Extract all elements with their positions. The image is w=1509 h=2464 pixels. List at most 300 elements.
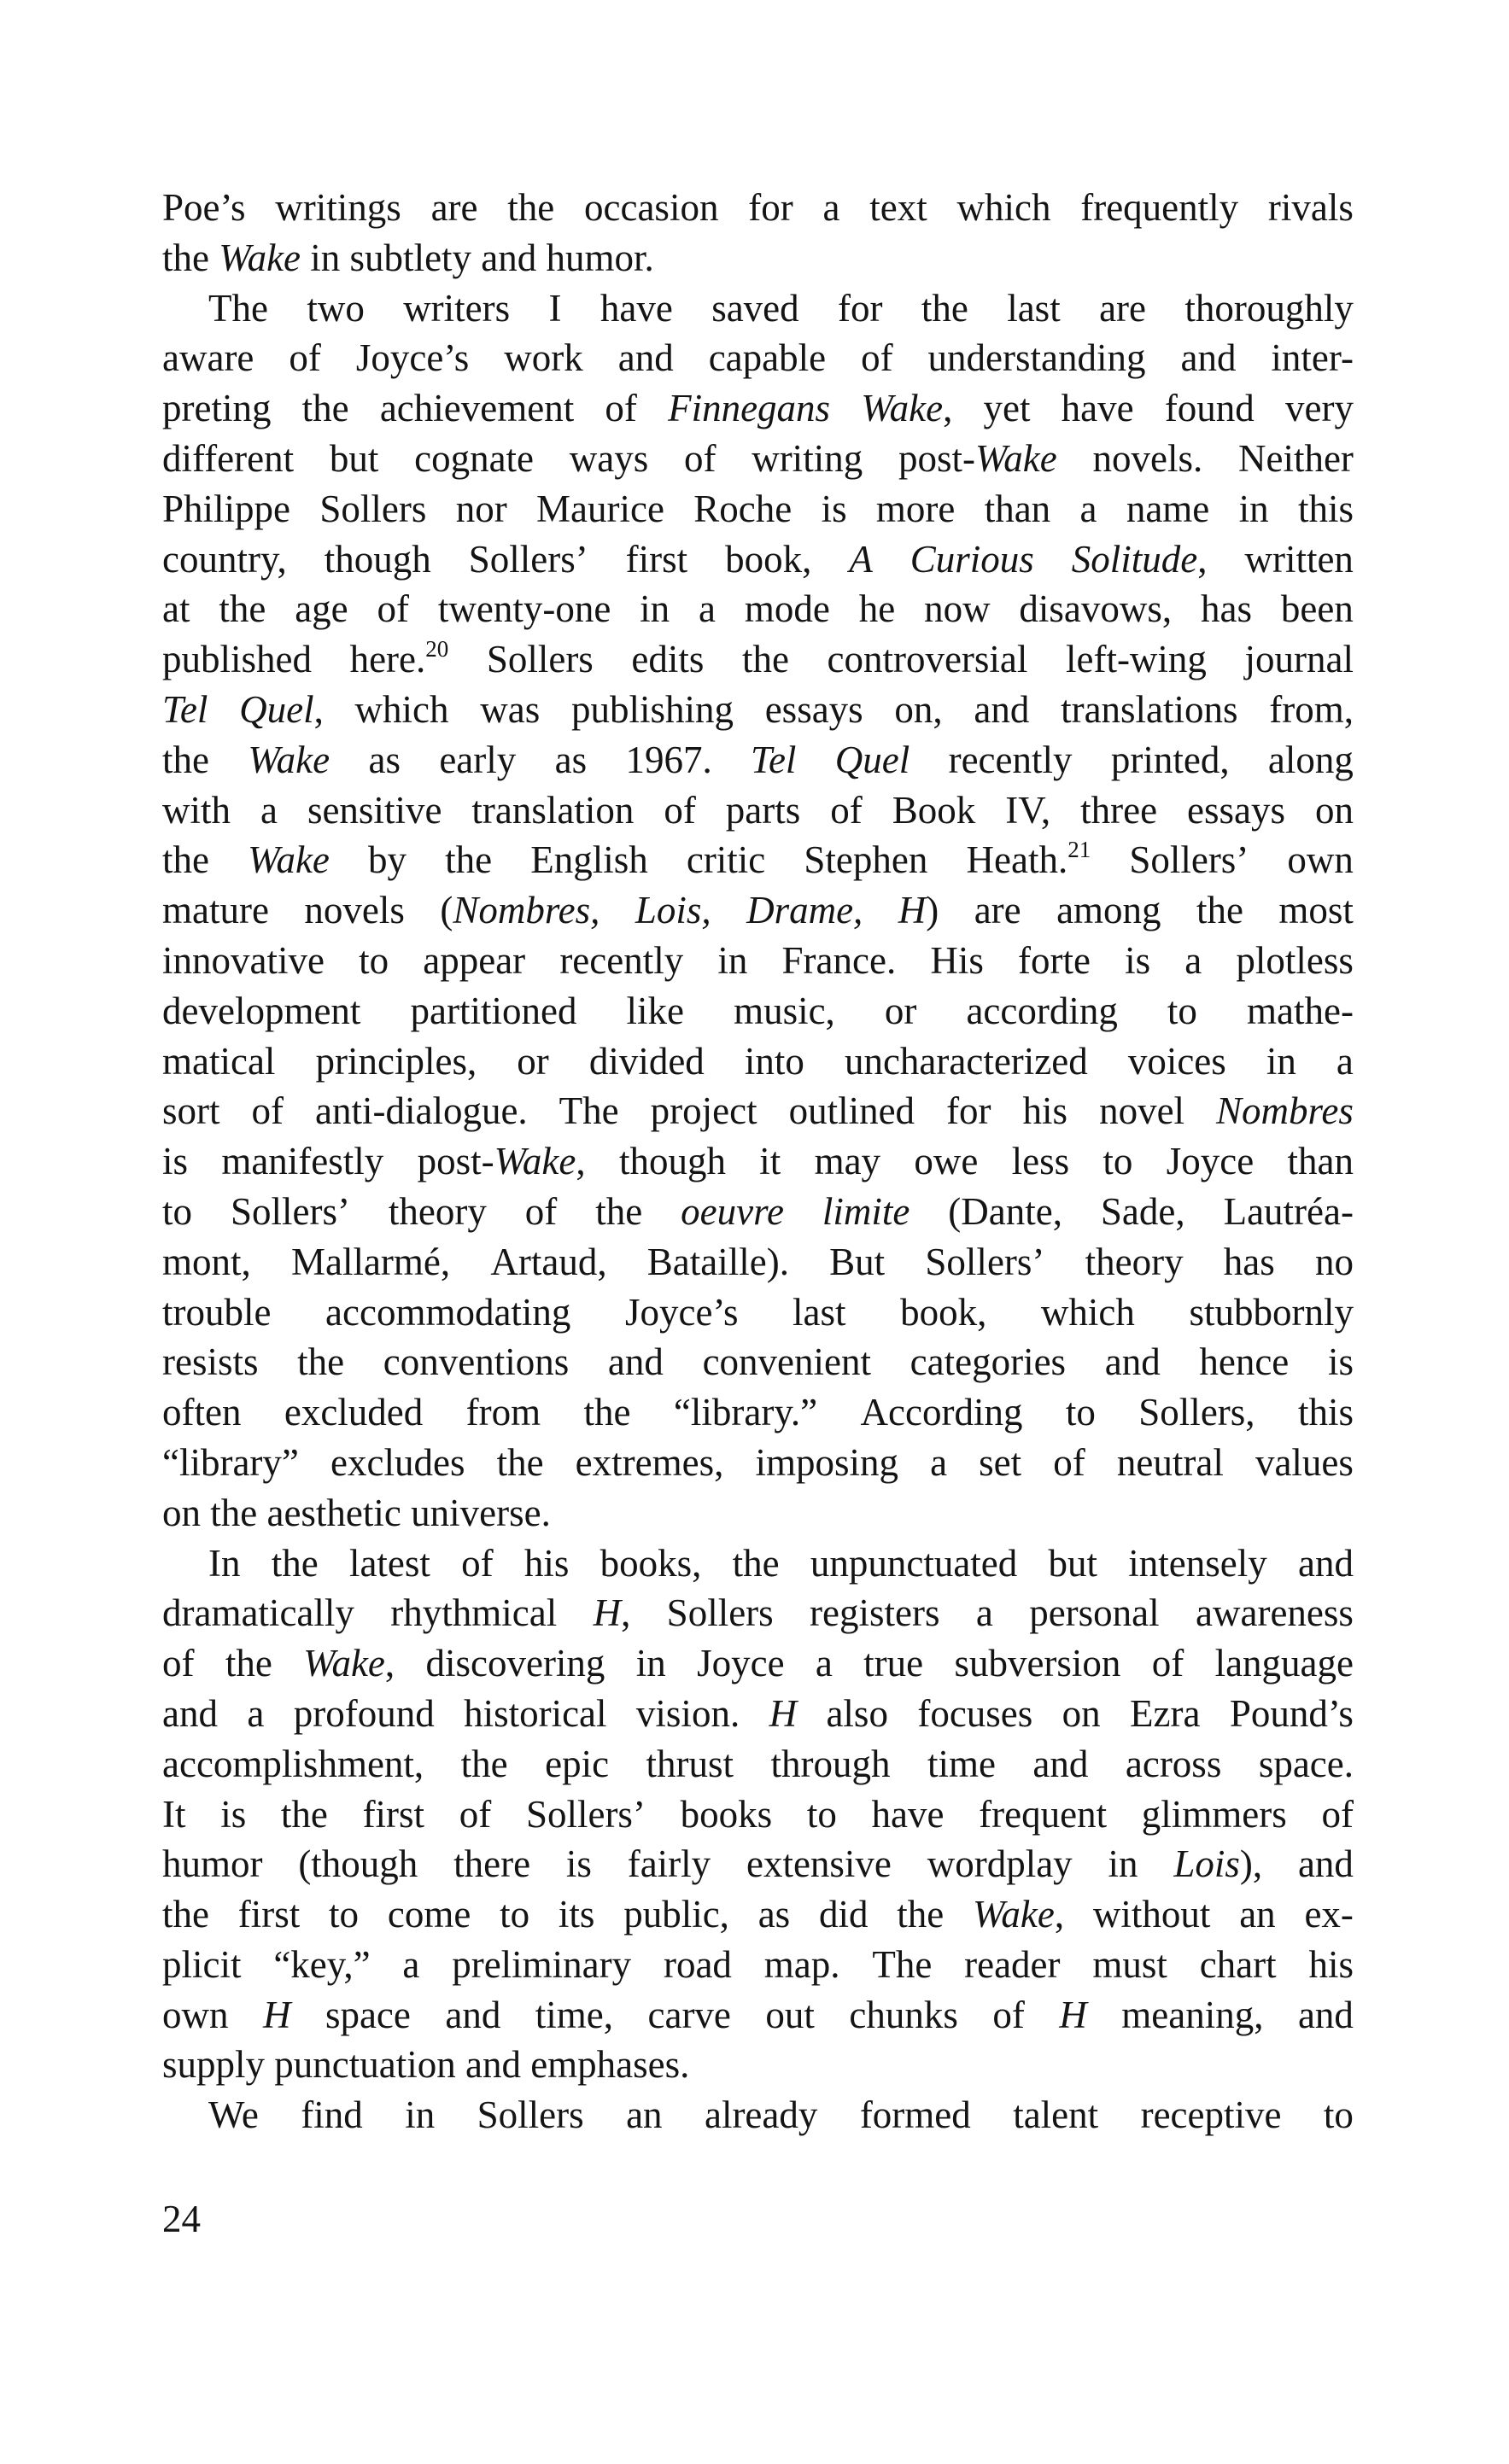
word — [1187, 785, 1285, 836]
word — [869, 183, 927, 233]
text-segment: into — [744, 1039, 804, 1083]
text-line-words — [162, 2040, 1354, 2090]
word — [1230, 1689, 1354, 1739]
text-segment: writings — [275, 186, 401, 229]
text-segment: post- — [898, 436, 975, 480]
word — [664, 1940, 732, 1990]
text-line-words — [162, 1990, 1354, 2041]
word — [162, 735, 209, 785]
text-segment: writers — [403, 286, 511, 330]
text-segment: forte — [1018, 938, 1091, 982]
word — [914, 1136, 978, 1187]
word — [872, 1940, 932, 1990]
text-line-words — [208, 1539, 1354, 1589]
text-line — [162, 1287, 1354, 1338]
text-segment: manifestly — [221, 1140, 384, 1183]
text-segment: its — [558, 1893, 595, 1936]
word — [302, 383, 349, 434]
text-line-words — [162, 183, 1354, 233]
word — [664, 785, 696, 836]
word — [927, 1739, 996, 1790]
text-segment: Sollers’ — [230, 1189, 350, 1233]
word — [559, 1086, 619, 1136]
text-segment: a — [260, 788, 278, 832]
italic-text: Finnegans — [668, 387, 831, 430]
text-segment: , — [943, 387, 953, 430]
text-segment: saved — [711, 286, 799, 330]
text-segment: mont, — [162, 1240, 251, 1283]
word — [647, 1237, 789, 1287]
word — [859, 584, 895, 634]
text-line-words — [162, 1488, 1354, 1539]
text-line — [162, 1790, 1354, 1840]
text-segment: the — [595, 1189, 643, 1233]
word — [1105, 1337, 1161, 1387]
text-segment: According — [860, 1391, 1023, 1434]
text-segment: of — [1321, 1792, 1354, 1836]
text-segment: been — [1280, 587, 1354, 631]
word — [746, 885, 863, 936]
text-segment: wordplay — [927, 1842, 1073, 1886]
text-segment: must — [1092, 1942, 1167, 1986]
text-line-words — [162, 233, 1354, 283]
text-segment: The — [208, 286, 268, 330]
text-segment: nor — [455, 487, 507, 530]
text-segment: Joyce’s — [625, 1290, 739, 1334]
text-segment: (Dante, — [948, 1189, 1062, 1233]
text-segment: and — [1180, 336, 1237, 380]
text-segment: country, — [162, 537, 287, 581]
text-line — [162, 986, 1354, 1036]
word — [272, 1539, 319, 1589]
text-line — [162, 1588, 1354, 1638]
word — [1005, 785, 1050, 836]
word — [162, 1387, 241, 1438]
word — [1215, 1638, 1354, 1689]
text-segment: Sollers’ — [925, 1240, 1045, 1283]
text-segment: ex- — [1304, 1893, 1354, 1936]
text-segment: though — [324, 537, 431, 581]
word — [954, 1638, 1120, 1689]
text-segment: outlined — [788, 1089, 915, 1133]
word — [636, 1638, 666, 1689]
word — [162, 434, 294, 484]
text-line — [162, 1086, 1354, 1136]
text-segment: early — [439, 738, 517, 781]
text-segment: printed, — [1110, 738, 1230, 781]
word — [917, 1689, 1032, 1739]
italic-text: H — [898, 889, 927, 932]
text-segment: of — [605, 387, 637, 430]
italic-text: Wake — [248, 738, 330, 781]
text-line — [162, 2040, 1354, 2090]
word — [456, 484, 507, 534]
word — [425, 1638, 605, 1689]
text-line-words — [162, 584, 1354, 634]
text-segment: a — [247, 1691, 265, 1735]
word — [807, 1790, 837, 1840]
text-line-words — [162, 1940, 1354, 1990]
text-segment: have — [600, 286, 673, 330]
italic-text: Lois — [1173, 1842, 1240, 1886]
text-segment: though — [618, 1140, 726, 1183]
word — [524, 1539, 570, 1589]
text-segment: Sollers — [666, 1591, 774, 1635]
text-segment: map. — [763, 1942, 840, 1986]
text-segment: did — [818, 1893, 869, 1936]
word — [1268, 735, 1354, 785]
word — [545, 1739, 609, 1790]
text-segment: the — [162, 236, 219, 279]
text-segment: , — [384, 1642, 395, 1685]
text-line — [162, 1990, 1354, 2041]
word — [526, 1790, 646, 1840]
text-segment: own — [162, 1993, 229, 2036]
text-segment: , — [621, 1591, 631, 1635]
text-segment: language — [1214, 1642, 1354, 1685]
word — [1056, 885, 1161, 936]
text-segment: is — [1327, 1340, 1354, 1384]
text-segment: time — [927, 1742, 996, 1785]
word — [608, 1337, 664, 1387]
word — [681, 1187, 784, 1237]
text-segment: mature — [162, 889, 269, 932]
text-segment: of — [377, 587, 409, 631]
word — [822, 1187, 909, 1237]
word — [619, 1136, 726, 1187]
word — [570, 434, 648, 484]
text-segment: frequently — [1080, 186, 1239, 229]
word — [221, 1136, 383, 1187]
word — [849, 534, 873, 585]
text-segment: recently — [559, 938, 684, 982]
word — [709, 333, 826, 383]
text-segment: matical — [162, 1039, 276, 1083]
word — [440, 885, 600, 936]
word — [627, 986, 684, 1036]
word — [380, 383, 574, 434]
word — [507, 183, 554, 233]
word — [162, 1990, 229, 2041]
text-segment: historical — [464, 1691, 607, 1735]
footnote-marker: 20 — [425, 636, 449, 663]
text-line-words — [162, 1790, 1354, 1840]
text-segment: twenty-one — [437, 587, 611, 631]
word — [162, 584, 190, 634]
word — [594, 1588, 631, 1638]
word — [845, 1036, 1088, 1087]
text-segment: and — [974, 687, 1030, 731]
text-segment: I — [548, 286, 562, 330]
text-segment: the — [162, 838, 209, 882]
text-line — [162, 1638, 1354, 1689]
word — [1062, 383, 1134, 434]
text-segment: but — [1048, 1541, 1098, 1585]
word — [1167, 986, 1197, 1036]
word — [793, 1287, 846, 1338]
text-segment: of — [664, 788, 696, 832]
text-segment: and — [607, 1340, 664, 1384]
text-segment: which — [354, 687, 449, 731]
word — [162, 1638, 195, 1689]
text-line — [162, 1539, 1354, 1589]
text-line — [162, 685, 1354, 735]
word — [162, 835, 209, 885]
text-segment: and — [1297, 1993, 1354, 2036]
text-segment: the — [460, 1742, 508, 1785]
text-segment: , — [576, 1140, 586, 1183]
word — [566, 1839, 592, 1889]
word — [1245, 634, 1354, 685]
text-segment: innovative — [162, 938, 325, 982]
word — [162, 1889, 209, 1940]
text-line — [162, 1940, 1354, 1990]
word — [1121, 1990, 1263, 2041]
text-line-words — [162, 1337, 1354, 1387]
text-segment: the — [225, 1642, 272, 1685]
word — [423, 936, 525, 986]
word — [764, 1940, 840, 1990]
word — [1239, 1889, 1275, 1940]
word — [1247, 986, 1354, 1036]
text-segment: to — [1065, 1391, 1096, 1434]
text-segment: understanding — [927, 336, 1146, 380]
text-segment: , — [313, 687, 324, 731]
text-segment: chunks — [849, 1993, 958, 2036]
italic-text: H — [593, 1591, 622, 1635]
text-segment: among — [1056, 889, 1161, 932]
text-segment: already — [704, 2093, 818, 2137]
text-segment: are — [974, 889, 1021, 932]
word — [822, 183, 839, 233]
word — [162, 333, 254, 383]
text-segment: mode — [744, 587, 830, 631]
text-segment: of — [524, 1189, 558, 1233]
text-line-words — [162, 1287, 1354, 1338]
italic-text: Wake — [973, 1893, 1055, 1936]
text-segment: rivals — [1267, 186, 1354, 229]
text-line-words — [162, 1689, 1354, 1739]
word — [389, 1187, 487, 1237]
text-line — [162, 735, 1354, 785]
text-segment: to — [1323, 2093, 1354, 2137]
text-line-words — [162, 1839, 1354, 1889]
text-segment: for — [838, 286, 883, 330]
word — [431, 183, 478, 233]
word — [1129, 835, 1249, 885]
text-segment: imposing — [755, 1440, 898, 1484]
word — [1138, 1387, 1255, 1438]
word — [208, 283, 268, 334]
word — [325, 534, 431, 585]
text-segment: he — [858, 587, 896, 631]
text-segment: inter- — [1271, 336, 1354, 380]
word — [733, 1539, 780, 1589]
text-segment: like — [626, 989, 684, 1032]
word — [1199, 1337, 1289, 1387]
text-segment: in — [405, 2093, 436, 2137]
word — [559, 1889, 595, 1940]
text-segment: intensely — [1128, 1541, 1267, 1585]
word — [765, 1990, 815, 2041]
text-segment: of — [683, 436, 716, 480]
word — [248, 735, 330, 785]
word — [584, 1387, 631, 1438]
word — [248, 835, 330, 885]
text-line-words — [162, 885, 1354, 936]
text-line-words — [162, 1739, 1354, 1790]
text-segment: the — [301, 387, 349, 430]
text-segment: recently — [948, 738, 1073, 781]
word — [646, 1739, 734, 1790]
text-segment: thrust — [646, 1742, 734, 1785]
word — [693, 484, 792, 534]
italic-text: Solitude — [1071, 537, 1198, 581]
text-segment: of — [992, 1993, 1025, 2036]
word — [1080, 484, 1097, 534]
word — [745, 1036, 804, 1087]
text-segment: for — [748, 186, 793, 229]
text-segment: books — [680, 1792, 773, 1836]
text-segment: a — [402, 1942, 420, 1986]
word — [1255, 1438, 1354, 1488]
text-segment: to — [1167, 989, 1197, 1032]
word — [765, 685, 863, 735]
body-text — [162, 183, 1354, 2140]
word — [1053, 1438, 1085, 1488]
text-segment: the — [162, 1893, 209, 1936]
word — [769, 1689, 798, 1739]
word — [368, 835, 406, 885]
word — [1315, 785, 1354, 836]
text-segment: the — [271, 1541, 319, 1585]
text-line-words — [162, 1036, 1354, 1087]
italic-text: Lois, — [635, 889, 711, 932]
word — [1041, 1287, 1135, 1338]
text-segment: was — [480, 687, 541, 731]
text-segment: also — [826, 1691, 888, 1735]
word — [860, 2090, 971, 2140]
word — [1126, 484, 1209, 534]
text-segment: through — [770, 1742, 891, 1785]
word — [487, 634, 594, 685]
text-segment: 1967. — [625, 738, 712, 781]
text-segment: in — [635, 1642, 666, 1685]
word — [699, 584, 716, 634]
word — [555, 735, 588, 785]
text-segment: novel — [1099, 1089, 1185, 1133]
word — [162, 1588, 354, 1638]
word — [162, 1036, 275, 1087]
text-line — [162, 1739, 1354, 1790]
text-segment: registers — [810, 1591, 940, 1635]
word — [281, 1790, 328, 1840]
word — [459, 1790, 492, 1840]
text-line-words — [162, 333, 1354, 383]
text-segment: , — [1197, 537, 1208, 581]
text-segment: Bataille). — [646, 1240, 789, 1283]
word — [651, 1086, 757, 1136]
word — [231, 1187, 350, 1237]
text-line-words — [208, 2090, 1354, 2140]
word — [1298, 1539, 1354, 1589]
word — [1066, 1387, 1096, 1438]
text-segment: chart — [1199, 1942, 1277, 1986]
word — [948, 1187, 1062, 1237]
text-segment: to — [500, 1893, 530, 1936]
word — [388, 1889, 471, 1940]
word — [681, 1790, 773, 1840]
text-segment: talent — [1013, 2093, 1099, 2137]
text-segment: now — [924, 587, 991, 631]
word — [648, 1990, 731, 2041]
word — [439, 735, 516, 785]
word — [861, 1387, 1023, 1438]
word — [966, 986, 1117, 1036]
text-segment: voices — [1127, 1039, 1226, 1083]
word — [559, 936, 683, 986]
word — [810, 1539, 1017, 1589]
text-segment: two — [307, 286, 365, 330]
text-segment: In — [208, 1541, 241, 1585]
word — [445, 1990, 500, 2041]
text-segment: for — [946, 1089, 991, 1133]
word — [571, 685, 734, 735]
word — [162, 1790, 186, 1840]
text-line — [162, 936, 1354, 986]
word — [162, 1086, 220, 1136]
text-segment: ( — [440, 889, 453, 932]
word — [356, 333, 469, 383]
text-line-words — [208, 283, 1354, 334]
text-segment: or — [517, 1039, 549, 1083]
word — [162, 484, 290, 534]
word — [1216, 1086, 1354, 1136]
word — [1012, 1136, 1070, 1187]
text-segment: road — [663, 1942, 732, 1986]
text-segment: and — [1297, 1842, 1354, 1886]
text-segment: as — [757, 1893, 791, 1936]
text-segment: excludes — [330, 1440, 465, 1484]
text-segment: no — [1314, 1240, 1354, 1283]
word — [239, 685, 324, 735]
word — [1324, 2090, 1354, 2140]
text-segment: , — [1054, 1893, 1065, 1936]
word — [225, 1638, 272, 1689]
word — [1239, 484, 1269, 534]
word — [549, 283, 562, 334]
text-segment: accommodating — [325, 1290, 571, 1334]
word — [726, 785, 800, 836]
text-segment: ), — [1239, 1842, 1263, 1886]
text-segment: ) — [926, 889, 939, 932]
text-segment: less — [1011, 1140, 1070, 1183]
word — [316, 1036, 477, 1087]
text-segment: carve — [647, 1993, 731, 2036]
text-segment: a — [822, 186, 840, 229]
word — [838, 283, 882, 334]
text-segment: book, — [900, 1290, 987, 1334]
text-segment: last — [793, 1290, 846, 1334]
word — [900, 1287, 986, 1338]
word — [625, 1287, 738, 1338]
word — [684, 434, 716, 484]
word — [711, 283, 798, 334]
word — [782, 936, 897, 986]
word — [705, 2090, 817, 2140]
text-segment: excluded — [284, 1391, 424, 1434]
word — [618, 333, 674, 383]
